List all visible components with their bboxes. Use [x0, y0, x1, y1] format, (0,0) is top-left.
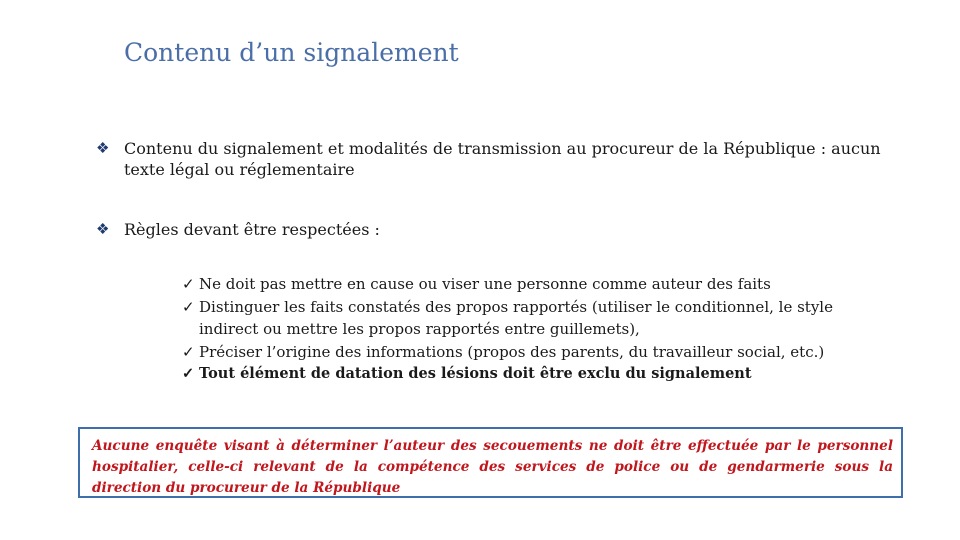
- checklist-item: [182, 296, 862, 341]
- callout-box: [78, 427, 903, 498]
- checklist-item: [182, 363, 862, 386]
- diamond-bullet-icon: ❖: [96, 220, 110, 238]
- bullet-rules-text: Règles devant être respectées :: [124, 220, 380, 239]
- checkmark-icon: ✓: [182, 342, 195, 361]
- callout-text: Aucune enquête visant à déterminer l’auteur des secouements ne doit être effectuée par le personnel hospitalier, celle-ci relevant de la compétence des services de police ou de gendarmerie sous la direction du procureur de la République: [92, 438, 893, 496]
- checklist-item: [182, 273, 862, 296]
- slide-title: Contenu d’un signalement: [124, 38, 459, 67]
- rules-checklist: [182, 273, 862, 386]
- checkmark-icon: ✓: [182, 275, 195, 293]
- checklist-item-text: Préciser l’origine des informations (propos des parents, du travailleur social, etc.): [199, 342, 825, 361]
- checklist-item: [182, 341, 862, 364]
- checklist-item-text: Ne doit pas mettre en cause ou viser une personne comme auteur des faits: [199, 275, 771, 293]
- checkmark-icon: ✓: [182, 297, 195, 316]
- checklist-item-text: Distinguer les faits constatés des propos rapportés (utiliser le conditionnel, le style indirect ou mettre les propos rapportés entre guillemets),: [199, 297, 833, 338]
- bullet-content-text: Contenu du signalement et modalités de transmission au procureur de la République : aucun texte légal ou réglementaire: [124, 139, 881, 179]
- checkmark-icon: ✓: [182, 365, 195, 382]
- diamond-bullet-icon: ❖: [96, 139, 110, 157]
- bullet-content: [96, 138, 896, 180]
- bullet-rules: [96, 219, 896, 240]
- checklist-item-text: Tout élément de datation des lésions doit être exclu du signalement: [199, 365, 752, 382]
